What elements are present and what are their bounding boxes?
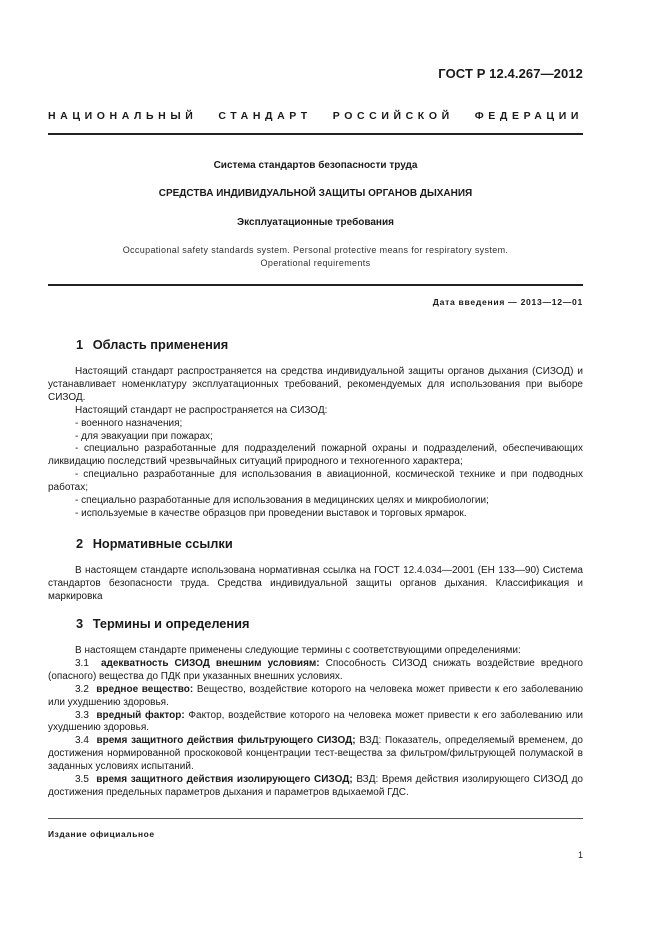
banner-word: СТАНДАРТ <box>218 110 312 122</box>
section-body <box>48 645 583 800</box>
banner-word: НАЦИОНАЛЬНЫЙ <box>48 110 198 122</box>
paragraph: В настоящем стандарте применены следующие термины с соответствующими определениями: <box>75 645 521 656</box>
definition: Вещество, воздействие которого на человека может привести к его заболеванию или ухудшению здоровья. <box>48 683 584 708</box>
list-item: - специально разработанные для использования в авиационной, космической технике и при подводных работах; <box>48 469 583 494</box>
introduction-date: Дата введения — 2013—12—01 <box>432 297 583 307</box>
national-standard-banner <box>48 110 583 122</box>
banner-word: РОССИЙСКОЙ <box>332 110 454 122</box>
section-number: 2 <box>76 536 84 551</box>
term: время защитного действия изолирующего СИЗОД; <box>96 774 353 786</box>
paragraph: В настоящем стандарте использована нормативная ссылка на ГОСТ 12.4.034—2001 (ЕН 133—90) Система стандартов безопасности труда. Средства индивидуальной защиты органов дыхания. Классификация и маркировка <box>48 565 583 602</box>
subtitle: Эксплуатационные требования <box>237 217 394 228</box>
definition: Фактор, воздействие которого на человека может привести к его заболеванию или ухудшению здоровья. <box>48 709 583 734</box>
term: время защитного действия фильтрующего СИЗОД; <box>96 735 356 747</box>
list-item: - используемые в качестве образцов при проведении выставок и торговых ярмарок. <box>75 507 467 519</box>
section-title: Нормативные ссылки <box>92 536 233 551</box>
page-number: 1 <box>577 850 583 860</box>
term-definition <box>48 684 583 710</box>
series-title: Система стандартов безопасности труда <box>213 160 418 171</box>
section-title: Область применения <box>92 337 229 352</box>
section-number: 1 <box>76 337 84 352</box>
term-number: 3.4 <box>75 735 89 747</box>
term-number: 3.1 <box>75 657 89 669</box>
list-item: - специально разработанные для использования в медицинских целях и микробиологии; <box>75 495 489 507</box>
term: вредное вещество: <box>96 683 194 695</box>
document-code: ГОСТ Р 12.4.267—2012 <box>438 66 583 81</box>
section-heading <box>76 337 228 352</box>
term-number: 3.3 <box>75 709 89 721</box>
term-definition <box>48 774 583 800</box>
section-body <box>48 366 583 521</box>
english-title-line: Operational requirements <box>260 258 371 268</box>
english-title-line: Occupational safety standards system. Personal protective means for respiratory system. <box>122 245 509 255</box>
header-divider <box>48 133 583 135</box>
paragraph: Настоящий стандарт распространяется на средства индивидуальной защиты органов дыхания (СИЗОД) и устанавливает номенклатуру эксплуатационных требований, рекомендуемых для использования при выборе СИЗОД. <box>48 366 583 403</box>
section-heading <box>76 616 249 631</box>
definition: ВЗД: Показатель, определяемый временем, до достижения нормированной проскоковой концентрации тест-вещества за фильтром/фильтрующей полумаской в заданных условиях испытаний. <box>48 735 583 773</box>
paragraph: Настоящий стандарт не распространяется на СИЗОД: <box>75 404 328 416</box>
edition-note: Издание официальное <box>48 829 155 839</box>
definition: ВЗД: Время действия изолирующего СИЗОД до достижения предельных параметров дыхания и параметров вдыхаемой ГДС. <box>48 774 583 798</box>
list-item: - для эвакуации при пожарах; <box>75 430 213 442</box>
term-definition <box>48 735 583 774</box>
list-item: - военного назначения; <box>75 417 183 429</box>
banner-word: ФЕДЕРАЦИИ <box>474 110 583 122</box>
term: вредный фактор: <box>96 709 185 721</box>
term-number: 3.5 <box>75 774 89 786</box>
list-item: - специально разработанные для подразделений пожарной охраны и подразделений, обеспечивающих ликвидацию последствий чрезвычайных ситуаций природного и техногенного характера; <box>48 443 583 468</box>
section-heading <box>76 536 233 551</box>
section-number: 3 <box>76 616 84 631</box>
term-definition <box>48 710 583 736</box>
footer-divider <box>48 818 583 819</box>
main-title: СРЕДСТВА ИНДИВИДУАЛЬНОЙ ЗАЩИТЫ ОРГАНОВ ДЫХАНИЯ <box>158 188 473 199</box>
term: адекватность СИЗОД внешним условиям: <box>100 657 320 669</box>
section-body <box>48 565 583 604</box>
term-number: 3.2 <box>75 683 89 695</box>
term-definition <box>48 658 583 684</box>
english-title <box>48 244 583 270</box>
definition: Способность СИЗОД снижать воздействие вредного (опасного) вещества до ПДК при указанных внешних условиях. <box>48 657 583 682</box>
title-divider <box>48 284 583 286</box>
section-title: Термины и определения <box>92 616 250 631</box>
